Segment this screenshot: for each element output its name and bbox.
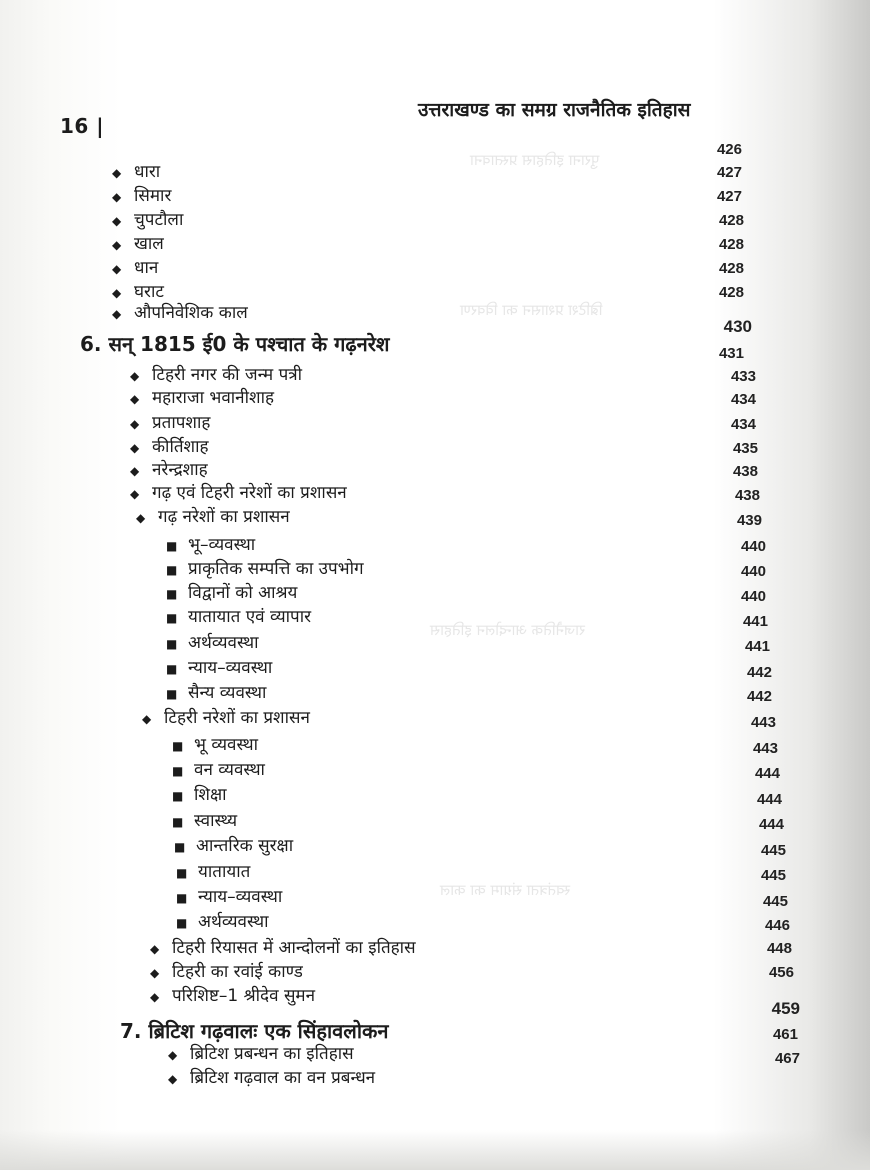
toc-entry-title: टिहरी का रवांई काण्ड — [172, 962, 303, 982]
toc-entry-title: गढ़ नरेशों का प्रशासन — [158, 507, 290, 527]
toc-subentry — [172, 810, 237, 833]
toc-entry-title: परिशिष्ट–1 श्रीदेव सुमन — [172, 986, 316, 1006]
diamond-bullet-icon: ◆ — [112, 307, 122, 321]
toc-page-number: 433 — [730, 368, 756, 385]
toc-entry — [168, 1043, 354, 1066]
toc-page-number: 428 — [718, 260, 744, 277]
toc-entry-title: गढ़ एवं टिहरी नरेशों का प्रशासन — [152, 483, 347, 503]
toc-entry-title: महाराजा भवानीशाह — [152, 388, 275, 408]
toc-entry-title: शिक्षा — [194, 785, 227, 805]
square-bullet-icon: ■ — [176, 866, 188, 880]
toc-entry — [130, 436, 209, 459]
diamond-bullet-icon: ◆ — [112, 286, 122, 300]
toc-entry — [112, 233, 164, 256]
diamond-bullet-icon: ◆ — [130, 369, 140, 383]
toc-entry-title: धारा — [134, 162, 161, 182]
toc-entry-title: वन व्यवस्था — [194, 760, 265, 780]
diamond-bullet-icon: ◆ — [150, 990, 160, 1004]
toc-entry-title: औपनिवेशिक काल — [134, 303, 248, 323]
toc-page-number: 434 — [730, 416, 756, 433]
square-bullet-icon: ■ — [166, 687, 178, 701]
toc-entry-title: घराट — [134, 282, 164, 302]
toc-entry — [150, 985, 315, 1008]
toc-entry-title: विद्वानों को आश्रय — [188, 583, 298, 603]
page-number: 16 | — [60, 114, 105, 138]
show-through-text: पुराना इतिहास प्रस्तावना — [470, 151, 600, 169]
toc-entry-title: नरेन्द्रशाह — [152, 460, 208, 480]
toc-page-number: 444 — [756, 791, 782, 808]
toc-subentry — [176, 886, 282, 909]
toc-entry-title: अर्थव्यवस्था — [188, 633, 259, 653]
toc-page-number: 428 — [718, 236, 744, 253]
toc-page-number: 440 — [740, 588, 766, 605]
toc-page-number: 438 — [732, 463, 758, 480]
toc-entry — [130, 387, 274, 410]
toc-page-number: 441 — [744, 638, 770, 655]
diamond-bullet-icon: ◆ — [168, 1048, 178, 1062]
toc-entry-title: चुपटौला — [134, 210, 184, 230]
square-bullet-icon: ■ — [166, 539, 178, 553]
toc-page-number: 431 — [718, 345, 744, 362]
diamond-bullet-icon: ◆ — [112, 262, 122, 276]
toc-page-number: 428 — [718, 284, 744, 301]
chapter-heading: 7. ब्रिटिश गढ़वालः एक सिंहावलोकन — [120, 1019, 389, 1043]
toc-subentry — [174, 835, 293, 858]
page-bottom-shadow — [0, 1130, 870, 1170]
toc-entry-title: यातायात — [198, 862, 251, 882]
toc-page-number: 441 — [742, 613, 768, 630]
toc-page-number: 444 — [758, 816, 784, 833]
toc-entry — [150, 937, 416, 960]
toc-subentry — [166, 657, 272, 680]
toc-page-number: 428 — [718, 212, 744, 229]
toc-entry — [168, 1067, 375, 1090]
toc-entry-title: सैन्य व्यवस्था — [188, 683, 267, 703]
toc-subentry — [172, 759, 265, 782]
diamond-bullet-icon: ◆ — [168, 1072, 178, 1086]
running-head-title: उत्तराखण्ड का समग्र राजनैतिक इतिहास — [418, 99, 691, 121]
diamond-bullet-icon: ◆ — [130, 441, 140, 455]
diamond-bullet-icon: ◆ — [112, 166, 122, 180]
toc-page-number: 440 — [740, 563, 766, 580]
toc-entry-title: स्वास्थ्य — [194, 811, 238, 831]
toc-entry-title: ब्रिटिश गढ़वाल का वन प्रबन्धन — [190, 1068, 376, 1088]
chapter-heading: 6. सन् 1815 ई0 के पश्चात के गढ़नरेश — [80, 332, 390, 356]
square-bullet-icon: ■ — [166, 637, 178, 651]
toc-entry-title: टिहरी नगर की जन्म पत्री — [152, 365, 303, 385]
toc-subentry — [166, 632, 259, 655]
toc-entry-title: सिमार — [134, 186, 172, 206]
square-bullet-icon: ■ — [176, 916, 188, 930]
toc-page-number: 434 — [730, 391, 756, 408]
square-bullet-icon: ■ — [166, 563, 178, 577]
diamond-bullet-icon: ◆ — [112, 190, 122, 204]
square-bullet-icon: ■ — [172, 789, 184, 803]
show-through-text: स्वतंत्रता संग्राम का काल — [440, 881, 571, 899]
toc-entry-title: खाल — [134, 234, 164, 254]
toc-page-number: 435 — [732, 440, 758, 457]
toc-page-number: 446 — [764, 917, 790, 934]
toc-entry-title: आन्तरिक सुरक्षा — [196, 836, 294, 856]
diamond-bullet-icon: ◆ — [130, 417, 140, 431]
diamond-bullet-icon: ◆ — [130, 487, 140, 501]
toc-page-number: 445 — [760, 842, 786, 859]
toc-page-number: 467 — [774, 1050, 800, 1067]
diamond-bullet-icon: ◆ — [112, 238, 122, 252]
square-bullet-icon: ■ — [174, 840, 186, 854]
toc-entry — [130, 412, 210, 435]
toc-entry-title: टिहरी रियासत में आन्दोलनों का इतिहास — [172, 938, 416, 958]
toc-entry-title: प्रतापशाह — [152, 413, 211, 433]
show-through-text: ब्रिटिश प्रशासन का विवरण — [460, 301, 603, 319]
toc-entry — [142, 707, 310, 730]
show-through-text: राजनैतिक आन्दोलन इतिहास — [430, 621, 586, 639]
diamond-bullet-icon: ◆ — [136, 511, 146, 525]
toc-entry-title: अर्थव्यवस्था — [198, 912, 269, 932]
toc-entry — [130, 364, 302, 387]
toc-page-number: 427 — [716, 164, 742, 181]
toc-subentry — [176, 911, 269, 934]
toc-subentry — [172, 734, 258, 757]
toc-page-number: 461 — [772, 1026, 798, 1043]
toc-entry-title: न्याय–व्यवस्था — [198, 887, 283, 907]
toc-page-number: 444 — [754, 765, 780, 782]
toc-entry-title: यातायात एवं व्यापार — [188, 607, 312, 627]
toc-page-number: 445 — [762, 893, 788, 910]
toc-subentry — [176, 861, 250, 884]
toc-page-number: 426 — [716, 141, 742, 158]
toc-entry — [112, 257, 158, 280]
square-bullet-icon: ■ — [176, 891, 188, 905]
toc-page-number: 443 — [752, 740, 778, 757]
toc-entry — [136, 506, 290, 529]
toc-page-number: 440 — [740, 538, 766, 555]
toc-subentry — [166, 606, 311, 629]
toc-page-number: 442 — [746, 664, 772, 681]
toc-entry — [112, 209, 183, 232]
toc-subentry — [166, 534, 255, 557]
toc-page-number: 443 — [750, 714, 776, 731]
toc-subentry — [166, 682, 266, 705]
toc-page-number: 427 — [716, 188, 742, 205]
toc-entry — [130, 482, 347, 505]
toc-entry — [150, 961, 303, 984]
toc-page-number: 430 — [723, 317, 752, 336]
toc-entry-title: ब्रिटिश प्रबन्धन का इतिहास — [190, 1044, 354, 1064]
toc-entry — [112, 185, 171, 208]
diamond-bullet-icon: ◆ — [112, 214, 122, 228]
toc-entry-title: भू व्यवस्था — [194, 735, 259, 755]
toc-entry — [112, 302, 248, 325]
toc-page-number: 445 — [760, 867, 786, 884]
diamond-bullet-icon: ◆ — [130, 464, 140, 478]
toc-entry-title: धान — [134, 258, 159, 278]
square-bullet-icon: ■ — [172, 739, 184, 753]
toc-entry — [130, 459, 208, 482]
toc-page-number: 442 — [746, 688, 772, 705]
diamond-bullet-icon: ◆ — [130, 392, 140, 406]
toc-entry-title: कीर्तिशाह — [152, 437, 209, 457]
toc-page-number: 456 — [768, 964, 794, 981]
toc-subentry — [166, 558, 364, 581]
square-bullet-icon: ■ — [166, 662, 178, 676]
toc-subentry — [166, 582, 297, 605]
toc-entry-title: भू–व्यवस्था — [188, 535, 256, 555]
toc-subentry — [172, 784, 227, 807]
toc-entry-title: टिहरी नरेशों का प्रशासन — [164, 708, 310, 728]
toc-page-number: 459 — [771, 999, 800, 1018]
toc-page-number: 439 — [736, 512, 762, 529]
square-bullet-icon: ■ — [166, 611, 178, 625]
square-bullet-icon: ■ — [172, 815, 184, 829]
diamond-bullet-icon: ◆ — [150, 942, 160, 956]
square-bullet-icon: ■ — [172, 764, 184, 778]
toc-page-number: 438 — [734, 487, 760, 504]
toc-entry-title: न्याय–व्यवस्था — [188, 658, 273, 678]
toc-page-number: 448 — [766, 940, 792, 957]
toc-entry — [112, 281, 164, 304]
toc-entry-title: प्राकृतिक सम्पत्ति का उपभोग — [188, 559, 364, 579]
diamond-bullet-icon: ◆ — [150, 966, 160, 980]
square-bullet-icon: ■ — [166, 587, 178, 601]
toc-entry — [112, 161, 160, 184]
diamond-bullet-icon: ◆ — [142, 712, 152, 726]
